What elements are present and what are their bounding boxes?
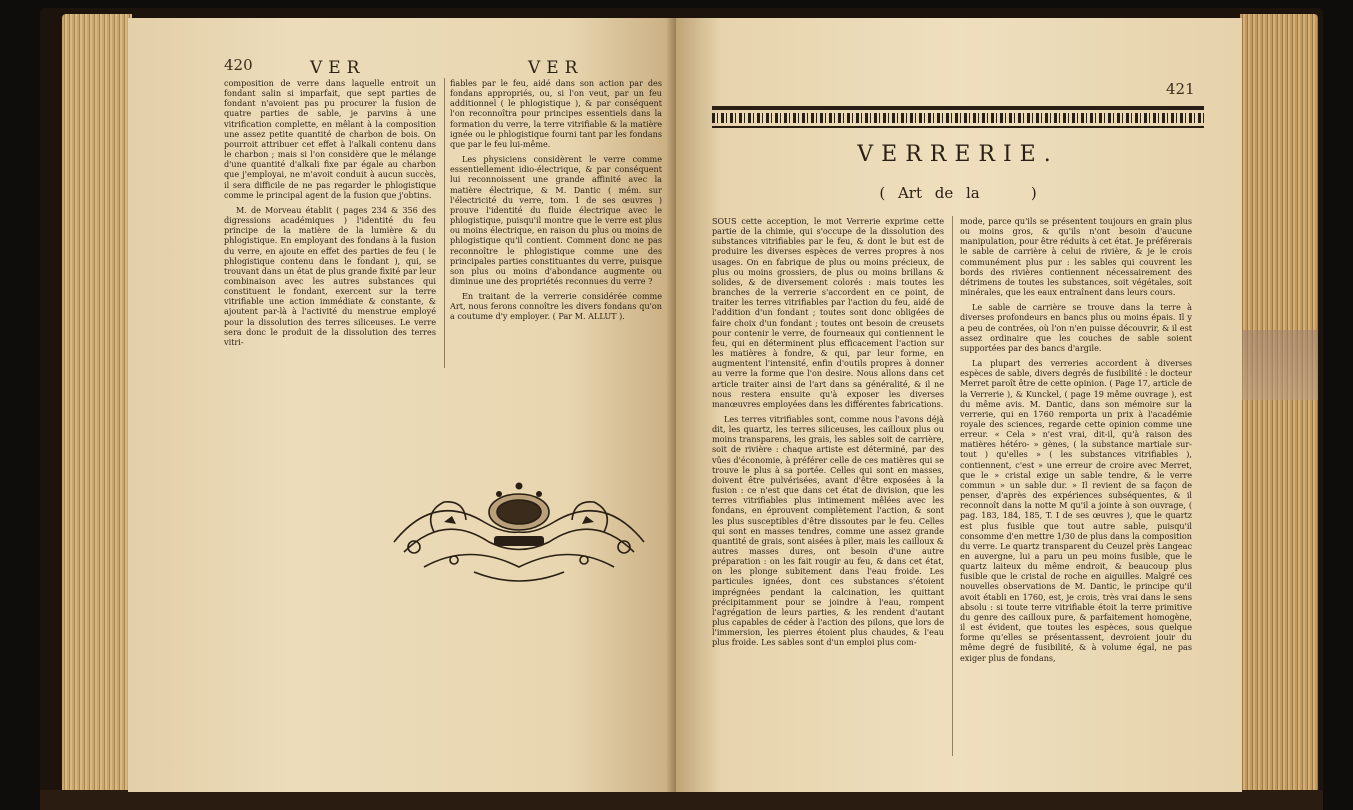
- paragraph: fiables par le feu, aidé dans son action par des fondans appropriés, ou, si l'on veut, par un feu additionnel ( le phlogistique ), & par conséquent l'on reconnoîtra pour principes essentiels dans la formation du verre, la terre vitrifiable & la matière ignée ou le phlogistique fourni tant par les fondans que par le feu lui-même.: [450, 78, 662, 149]
- paragraph: Les terres vitrifiables sont, comme nous l'avons déjà dit, les quartz, les terres siliceuses, les cailloux plus ou moins transparens, les grais, les sables soit de carrière, soit de rivière : chaque artiste est déterminé, par des vûes d'économie, à préférer celle de ces matières qui se trouve le plus à sa portée. Celles qui sont en masses, doivent être pulvérisées, avant d'être exposées à la fusion : ce n'est que dans cet état de division, que les terres vitrifiables plus intimement mêlées avec les fondans, en éprouvent complètement l'action, & sont les plus susceptibles d'être dissoutes par le feu. Celles qui sont en masses tendres, comme une assez grande quantité de grais, sont aisées à piler, mais les cailloux & autres masses dures, ont besoin d'une autre préparation : on les fait rougir au feu, & dans cet état, on les plonge subitement dans l'eau froide. Les particules ignées, dont ces substances s'étoient imprégnées pendant la calcination, les quittant précipitamment pour se joindre à l'eau, rompent l'agrégation de leurs parties, & les rendent d'autant plus capables de céder à l'action des pilons, que lors de l'immersion, les pierres étoient plus chaudes, & l'eau plus froide. Les sables sont d'un emploi plus com-: [712, 413, 944, 648]
- cover-bottom-edge: [40, 790, 1323, 810]
- page-edges-right: [1240, 14, 1318, 806]
- right-column-1: [712, 216, 944, 653]
- decorative-vignette: [374, 472, 664, 587]
- paragraph: SOUS cette acception, le mot Verrerie exprime cette partie de la chimie, qui s'occupe de la dissolution des substances vitrifiables par le feu, & dont le but est de produire les diverses espèces de verres propres à nos usages. On en fabrique de plus ou moins précieux, de plus ou moins grossiers, de plus ou moins brillans & solides, & de diversement colorés : mais toutes les branches de la verrerie s'accordent en ce point, de traiter les terres vitrifiables par l'action du feu, aidé de l'addition d'un fondant ; toutes sont donc obligées de faire choix d'un fondant ; toutes ont besoin de creusets pour contenir le verre, de fourneaux qui contiennent le feu, qui en déterminent plus efficacement l'action sur les matières à fondre, & qui, par leur forme, en augmentent l'intensité, enfin d'outils propres à donner au verre la forme que l'on desire. Nous allons dans cet article traiter ainsi de l'art dans sa généralité, & il ne nous restera ensuite qu'à exposer les diverses manœuvres employées dans les différentes fabrications.: [712, 216, 944, 409]
- column-divider: [444, 78, 445, 368]
- paragraph: Les physiciens considèrent le verre comme essentiellement idio-électrique, & par conséquent lui reconnoissent une grande affinité avec la matière électrique, & M. Dantic ( mém. sur l'électricité du verre, tom. 1 de ses œuvres ) prouve l'identité du fluide électrique avec le phlogistique, puisqu'il montre que le verre est plus ou moins électrique, en raison du plus ou moins de phlogistique qu'il contient. Comment donc ne pas reconnoître le phlogistique comme une des principales parties constituantes du verre, puisque son plus ou moins d'abondance augmente ou diminue une des propriétés reconnues du verre ?: [450, 154, 662, 286]
- running-head-left: VER: [310, 58, 366, 78]
- page-number-right: 421: [1166, 80, 1195, 98]
- bookmark-ribbon: [1240, 330, 1318, 400]
- left-column-2: [450, 78, 662, 327]
- page-edges-left: [62, 14, 132, 806]
- article-title: VERRERIE.: [857, 142, 1059, 167]
- running-head-right: VER: [528, 58, 584, 78]
- column-divider: [952, 216, 953, 756]
- paragraph: mode, parce qu'ils se présentent toujours en grain plus ou moins gros, & qu'ils n'ont besoin d'aucune manipulation, pour être réduits à cet état. Je préférerais le sable de carrière à celui de rivière, & je le crois communément plus pur : les sables qui couvrent les bords des rivières contiennent nécessairement des détrimens de toutes les substances, soit végétales, soit minérales, que les eaux entraînent dans leurs cours.: [960, 216, 1192, 298]
- right-column-2: [960, 216, 1192, 668]
- header-ornament-band: [712, 106, 1204, 130]
- paragraph: Le sable de carrière se trouve dans la terre à diverses profondeurs en bancs plus ou moins épais. Il y a peu de contrées, où l'on n'en puisse découvrir, & il est assez ordinaire que les couches de sable soient supportées par des bancs d'argile.: [960, 302, 1192, 353]
- page-number-left: 420: [224, 56, 253, 74]
- paragraph: composition de verre dans laquelle entroit un fondant salin si imparfait, que sept parties de fondant n'avoient pas pu procurer la fusion de quatre parties de sable, je parvins à une vitrification complette, en mêlant à la composition une assez petite quantité de charbon de bois. On pourroit attribuer cet effet à l'alkali contenu dans le charbon ; mais si l'on considère que le mélange d'une quantité d'alkali fixe par égale au charbon que j'employai, ne m'avoit conduit à aucun succès, il sera difficile de ne pas regarder le phlogistique comme le principal agent de la fusion que j'obtins.: [224, 78, 436, 200]
- paragraph: En traitant de la verrerie considérée comme Art, nous ferons connoître les divers fondans qu'on a coutume d'y employer. ( Par M. ALLUT ).: [450, 291, 662, 322]
- left-page: [128, 18, 676, 792]
- right-page: [676, 18, 1242, 792]
- paragraph: La plupart des verreries accordent à diverses espèces de sable, divers degrés de fusibilité : le docteur Merret paroît être de cette opinion. ( Page 17, article de la Verrerie ), & Kunckel, ( page 19 même ouvrage ), est du même avis. M. Dantic, dans son mémoire sur la verrerie, qui en 1760 remporta un prix à l'académie royale des sciences, regarde cette opinion comme une erreur. « Cela » n'est vrai, dit-il, qu'à raison des matières hétéro- » gènes, ( la substance martiale sur-tout ) qu'elles » ( les substances vitrifiables ), contiennent, c'est » une erreur de croire avec Merret, que le » cristal exige un sable tendre, & le verre commun » un sable dur. » Il revient de sa façon de penser, d'après des expériences subséquentes, & il reconnoît dans la notte M qu'il a jointe à son ouvrage, ( pag. 183, 184, 185, T. I de ses œuvres ), que le quartz est plus fusible que tout autre sable, puisqu'il consomme d'en mettre 1/30 de plus dans la composition du verre. Le quartz transparent du Ceuzel près Langeac en auvergne, lui a paru un peu moins fusible, que le quartz laiteux du même endroit, & beaucoup plus fusible que le cristal de roche en aiguilles. Malgré ces nouvelles observations de M. Dantic, le principe qu'il avoit établi en 1760, est, je crois, très vrai dans le sens absolu : si toute terre vitrifiable étoit la terre primitive du genre des cailloux pure, & parfaitement homogène, il est évident, que toutes les espèces, sous quelque forme qu'elles se présentassent, devroient jouir du même degré de fusibilité, & à volume égal, ne pas exiger plus de fondans,: [960, 358, 1192, 663]
- left-column-1: [224, 78, 436, 352]
- paragraph: M. de Morveau établit ( pages 234 & 356 des digressions académiques ) l'identité du feu principe de la matière de la lumière & du phlogistique. En employant des fondans à la fusion du verre, en ajoute en effet des parties de feu ( le phlogistique contenu dans le fondant ), qui, se trouvant dans un état de plus grande fixité par leur combinaison avec les autres substances qui constituent le fondant, exercent sur la terre vitrifiable une action immédiate & constante, & ajoutent par-là à l'activité du menstrue employé pour la dissolution des terres siliceuses. Le verre sera donc le produit de la dissolution des terres vitri-: [224, 204, 436, 347]
- article-subtitle: ( Art de la ): [879, 184, 1037, 202]
